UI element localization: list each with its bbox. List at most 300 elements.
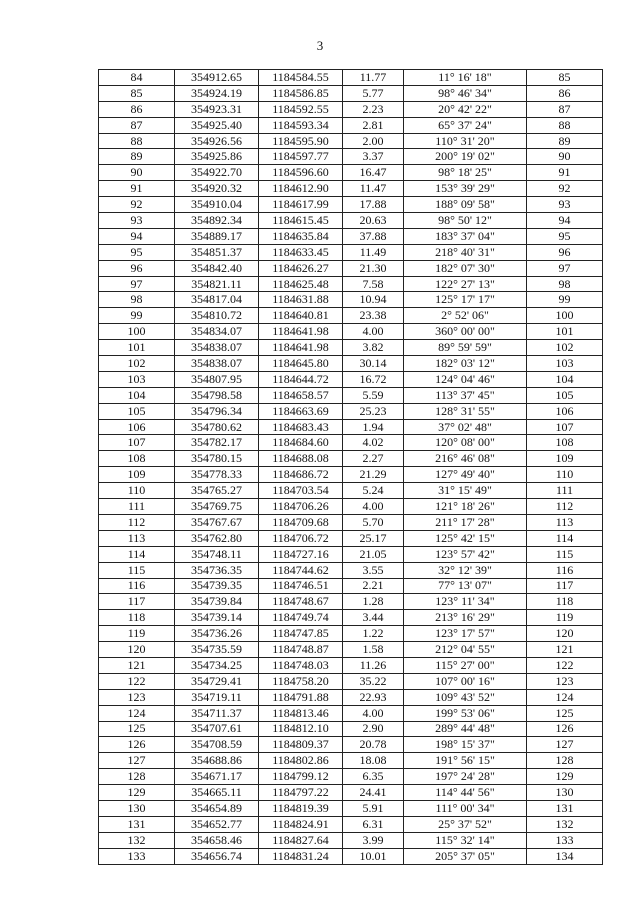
table-row [99,419,603,435]
length-cell: 20.63 [343,213,404,229]
table-row [99,324,603,340]
length-cell: 5.91 [343,800,404,816]
bearing-cell: 89° 59' 59" [404,340,527,356]
x-coordinate-cell: 354798.58 [175,387,259,403]
y-coordinate-cell: 1184749.74 [259,610,343,626]
point-number-cell: 115 [99,562,175,578]
length-cell: 21.29 [343,467,404,483]
next-point-cell: 93 [527,197,603,213]
table-row [99,737,603,753]
x-coordinate-cell: 354711.37 [175,705,259,721]
x-coordinate-cell: 354821.11 [175,276,259,292]
table-row [99,133,603,149]
table-row [99,451,603,467]
y-coordinate-cell: 1184802.86 [259,753,343,769]
point-number-cell: 98 [99,292,175,308]
bearing-cell: 37° 02' 48" [404,419,527,435]
length-cell: 4.00 [343,499,404,515]
bearing-cell: 65° 37' 24" [404,117,527,133]
table-row [99,292,603,308]
length-cell: 21.05 [343,546,404,562]
point-number-cell: 109 [99,467,175,483]
y-coordinate-cell: 1184597.77 [259,149,343,165]
bearing-cell: 98° 50' 12" [404,213,527,229]
next-point-cell: 123 [527,673,603,689]
coordinate-table [98,69,603,865]
length-cell: 1.94 [343,419,404,435]
bearing-cell: 212° 04' 55" [404,642,527,658]
length-cell: 11.77 [343,70,404,86]
point-number-cell: 88 [99,133,175,149]
next-point-cell: 131 [527,800,603,816]
table-row [99,244,603,260]
point-number-cell: 129 [99,785,175,801]
y-coordinate-cell: 1184706.26 [259,499,343,515]
table-row [99,800,603,816]
point-number-cell: 84 [99,70,175,86]
x-coordinate-cell: 354652.77 [175,816,259,832]
length-cell: 6.31 [343,816,404,832]
x-coordinate-cell: 354654.89 [175,800,259,816]
table-row [99,149,603,165]
bearing-cell: 199° 53' 06" [404,705,527,721]
bearing-cell: 98° 46' 34" [404,85,527,101]
next-point-cell: 115 [527,546,603,562]
next-point-cell: 118 [527,594,603,610]
bearing-cell: 213° 16' 29" [404,610,527,626]
bearing-cell: 31° 15' 49" [404,483,527,499]
table-row [99,848,603,864]
bearing-cell: 115° 27' 00" [404,657,527,673]
table-row [99,689,603,705]
next-point-cell: 105 [527,387,603,403]
table-row [99,753,603,769]
bearing-cell: 107° 00' 16" [404,673,527,689]
y-coordinate-cell: 1184641.98 [259,340,343,356]
point-number-cell: 108 [99,451,175,467]
bearing-cell: 218° 40' 31" [404,244,527,260]
next-point-cell: 103 [527,356,603,372]
point-number-cell: 97 [99,276,175,292]
next-point-cell: 121 [527,642,603,658]
x-coordinate-cell: 354762.80 [175,530,259,546]
y-coordinate-cell: 1184584.55 [259,70,343,86]
y-coordinate-cell: 1184626.27 [259,260,343,276]
length-cell: 11.47 [343,181,404,197]
x-coordinate-cell: 354656.74 [175,848,259,864]
next-point-cell: 108 [527,435,603,451]
point-number-cell: 117 [99,594,175,610]
x-coordinate-cell: 354729.41 [175,673,259,689]
table-row [99,642,603,658]
table-row [99,483,603,499]
table-row [99,117,603,133]
table-row [99,578,603,594]
x-coordinate-cell: 354842.40 [175,260,259,276]
next-point-cell: 94 [527,213,603,229]
x-coordinate-cell: 354925.86 [175,149,259,165]
bearing-cell: 121° 18' 26" [404,499,527,515]
table-row [99,467,603,483]
bearing-cell: 191° 56' 15" [404,753,527,769]
x-coordinate-cell: 354925.40 [175,117,259,133]
next-point-cell: 85 [527,70,603,86]
point-number-cell: 106 [99,419,175,435]
length-cell: 10.01 [343,848,404,864]
bearing-cell: 109° 43' 52" [404,689,527,705]
point-number-cell: 132 [99,832,175,848]
bearing-cell: 124° 04' 46" [404,371,527,387]
bearing-cell: 183° 37' 04" [404,228,527,244]
next-point-cell: 120 [527,626,603,642]
x-coordinate-cell: 354810.72 [175,308,259,324]
next-point-cell: 114 [527,530,603,546]
bearing-cell: 360° 00' 00" [404,324,527,340]
table-row [99,816,603,832]
table-row [99,308,603,324]
next-point-cell: 127 [527,737,603,753]
y-coordinate-cell: 1184633.45 [259,244,343,260]
point-number-cell: 123 [99,689,175,705]
bearing-cell: 77° 13' 07" [404,578,527,594]
bearing-cell: 20° 42' 22" [404,101,527,117]
table-row [99,387,603,403]
x-coordinate-cell: 354739.35 [175,578,259,594]
point-number-cell: 85 [99,85,175,101]
next-point-cell: 126 [527,721,603,737]
point-number-cell: 99 [99,308,175,324]
table-row [99,530,603,546]
next-point-cell: 129 [527,769,603,785]
table-row [99,356,603,372]
point-number-cell: 121 [99,657,175,673]
next-point-cell: 101 [527,324,603,340]
bearing-cell: 200° 19' 02" [404,149,527,165]
length-cell: 16.47 [343,165,404,181]
length-cell: 37.88 [343,228,404,244]
next-point-cell: 112 [527,499,603,515]
length-cell: 30.14 [343,356,404,372]
x-coordinate-cell: 354920.32 [175,181,259,197]
bearing-cell: 122° 27' 13" [404,276,527,292]
point-number-cell: 89 [99,149,175,165]
x-coordinate-cell: 354735.59 [175,642,259,658]
table-row [99,197,603,213]
bearing-cell: 113° 37' 45" [404,387,527,403]
length-cell: 1.58 [343,642,404,658]
y-coordinate-cell: 1184706.72 [259,530,343,546]
next-point-cell: 86 [527,85,603,101]
next-point-cell: 111 [527,483,603,499]
page-number: 3 [316,38,324,53]
x-coordinate-cell: 354719.11 [175,689,259,705]
x-coordinate-cell: 354708.59 [175,737,259,753]
length-cell: 4.02 [343,435,404,451]
length-cell: 24.41 [343,785,404,801]
table-row [99,546,603,562]
next-point-cell: 102 [527,340,603,356]
length-cell: 23.38 [343,308,404,324]
length-cell: 1.22 [343,626,404,642]
length-cell: 2.90 [343,721,404,737]
length-cell: 16.72 [343,371,404,387]
y-coordinate-cell: 1184831.24 [259,848,343,864]
table-row [99,594,603,610]
length-cell: 2.81 [343,117,404,133]
length-cell: 2.21 [343,578,404,594]
table-row [99,562,603,578]
point-number-cell: 124 [99,705,175,721]
point-number-cell: 95 [99,244,175,260]
x-coordinate-cell: 354924.19 [175,85,259,101]
y-coordinate-cell: 1184748.87 [259,642,343,658]
length-cell: 18.08 [343,753,404,769]
x-coordinate-cell: 354688.86 [175,753,259,769]
length-cell: 3.37 [343,149,404,165]
bearing-cell: 153° 39' 29" [404,181,527,197]
length-cell: 17.88 [343,197,404,213]
y-coordinate-cell: 1184709.68 [259,514,343,530]
next-point-cell: 128 [527,753,603,769]
table-row [99,626,603,642]
y-coordinate-cell: 1184824.91 [259,816,343,832]
table-row [99,340,603,356]
bearing-cell: 188° 09' 58" [404,197,527,213]
y-coordinate-cell: 1184688.08 [259,451,343,467]
length-cell: 7.58 [343,276,404,292]
y-coordinate-cell: 1184645.80 [259,356,343,372]
x-coordinate-cell: 354796.34 [175,403,259,419]
point-number-cell: 96 [99,260,175,276]
y-coordinate-cell: 1184748.67 [259,594,343,610]
y-coordinate-cell: 1184641.98 [259,324,343,340]
y-coordinate-cell: 1184813.46 [259,705,343,721]
x-coordinate-cell: 354834.07 [175,324,259,340]
next-point-cell: 113 [527,514,603,530]
x-coordinate-cell: 354734.25 [175,657,259,673]
bearing-cell: 211° 17' 28" [404,514,527,530]
length-cell: 5.77 [343,85,404,101]
table-row [99,769,603,785]
table-row [99,403,603,419]
length-cell: 4.00 [343,324,404,340]
table-row [99,721,603,737]
point-number-cell: 92 [99,197,175,213]
y-coordinate-cell: 1184686.72 [259,467,343,483]
y-coordinate-cell: 1184644.72 [259,371,343,387]
next-point-cell: 99 [527,292,603,308]
y-coordinate-cell: 1184727.16 [259,546,343,562]
x-coordinate-cell: 354817.04 [175,292,259,308]
next-point-cell: 91 [527,165,603,181]
next-point-cell: 119 [527,610,603,626]
length-cell: 3.44 [343,610,404,626]
bearing-cell: 128° 31' 55" [404,403,527,419]
length-cell: 20.78 [343,737,404,753]
y-coordinate-cell: 1184612.90 [259,181,343,197]
y-coordinate-cell: 1184827.64 [259,832,343,848]
y-coordinate-cell: 1184592.55 [259,101,343,117]
point-number-cell: 119 [99,626,175,642]
x-coordinate-cell: 354739.84 [175,594,259,610]
next-point-cell: 132 [527,816,603,832]
length-cell: 4.00 [343,705,404,721]
length-cell: 3.55 [343,562,404,578]
point-number-cell: 110 [99,483,175,499]
y-coordinate-cell: 1184791.88 [259,689,343,705]
y-coordinate-cell: 1184596.60 [259,165,343,181]
table-row [99,70,603,86]
y-coordinate-cell: 1184744.62 [259,562,343,578]
length-cell: 1.28 [343,594,404,610]
point-number-cell: 125 [99,721,175,737]
x-coordinate-cell: 354889.17 [175,228,259,244]
point-number-cell: 91 [99,181,175,197]
bearing-cell: 25° 37' 52" [404,816,527,832]
bearing-cell: 125° 17' 17" [404,292,527,308]
point-number-cell: 105 [99,403,175,419]
x-coordinate-cell: 354851.37 [175,244,259,260]
point-number-cell: 90 [99,165,175,181]
x-coordinate-cell: 354658.46 [175,832,259,848]
point-number-cell: 133 [99,848,175,864]
bearing-cell: 182° 03' 12" [404,356,527,372]
length-cell: 3.82 [343,340,404,356]
bearing-cell: 127° 49' 40" [404,467,527,483]
x-coordinate-cell: 354923.31 [175,101,259,117]
table-row [99,435,603,451]
bearing-cell: 123° 11' 34" [404,594,527,610]
point-number-cell: 93 [99,213,175,229]
x-coordinate-cell: 354739.14 [175,610,259,626]
point-number-cell: 128 [99,769,175,785]
point-number-cell: 111 [99,499,175,515]
table-row [99,705,603,721]
bearing-cell: 32° 12' 39" [404,562,527,578]
point-number-cell: 101 [99,340,175,356]
table-row [99,499,603,515]
next-point-cell: 88 [527,117,603,133]
point-number-cell: 104 [99,387,175,403]
length-cell: 2.23 [343,101,404,117]
y-coordinate-cell: 1184631.88 [259,292,343,308]
length-cell: 25.23 [343,403,404,419]
x-coordinate-cell: 354736.35 [175,562,259,578]
next-point-cell: 106 [527,403,603,419]
next-point-cell: 89 [527,133,603,149]
x-coordinate-cell: 354778.33 [175,467,259,483]
table-row [99,673,603,689]
table-row [99,181,603,197]
point-number-cell: 102 [99,356,175,372]
next-point-cell: 125 [527,705,603,721]
table-row [99,85,603,101]
table-row [99,260,603,276]
length-cell: 2.27 [343,451,404,467]
y-coordinate-cell: 1184586.85 [259,85,343,101]
table-row [99,785,603,801]
bearing-cell: 198° 15' 37" [404,737,527,753]
y-coordinate-cell: 1184703.54 [259,483,343,499]
y-coordinate-cell: 1184595.90 [259,133,343,149]
next-point-cell: 109 [527,451,603,467]
next-point-cell: 100 [527,308,603,324]
x-coordinate-cell: 354765.27 [175,483,259,499]
next-point-cell: 92 [527,181,603,197]
length-cell: 10.94 [343,292,404,308]
table-row [99,657,603,673]
next-point-cell: 124 [527,689,603,705]
length-cell: 5.59 [343,387,404,403]
x-coordinate-cell: 354736.26 [175,626,259,642]
bearing-cell: 111° 00' 34" [404,800,527,816]
x-coordinate-cell: 354892.34 [175,213,259,229]
point-number-cell: 120 [99,642,175,658]
x-coordinate-cell: 354782.17 [175,435,259,451]
point-number-cell: 127 [99,753,175,769]
table-row [99,276,603,292]
bearing-cell: 110° 31' 20" [404,133,527,149]
next-point-cell: 130 [527,785,603,801]
point-number-cell: 130 [99,800,175,816]
y-coordinate-cell: 1184683.43 [259,419,343,435]
length-cell: 11.26 [343,657,404,673]
x-coordinate-cell: 354807.95 [175,371,259,387]
y-coordinate-cell: 1184625.48 [259,276,343,292]
length-cell: 5.24 [343,483,404,499]
point-number-cell: 122 [99,673,175,689]
y-coordinate-cell: 1184615.45 [259,213,343,229]
table-row [99,832,603,848]
length-cell: 11.49 [343,244,404,260]
bearing-cell: 182° 07' 30" [404,260,527,276]
bearing-cell: 120° 08' 00" [404,435,527,451]
table-row [99,101,603,117]
y-coordinate-cell: 1184658.57 [259,387,343,403]
y-coordinate-cell: 1184747.85 [259,626,343,642]
next-point-cell: 104 [527,371,603,387]
y-coordinate-cell: 1184758.20 [259,673,343,689]
point-number-cell: 113 [99,530,175,546]
y-coordinate-cell: 1184684.60 [259,435,343,451]
point-number-cell: 112 [99,514,175,530]
table-row [99,371,603,387]
length-cell: 35.22 [343,673,404,689]
x-coordinate-cell: 354780.15 [175,451,259,467]
x-coordinate-cell: 354665.11 [175,785,259,801]
y-coordinate-cell: 1184819.39 [259,800,343,816]
point-number-cell: 94 [99,228,175,244]
x-coordinate-cell: 354838.07 [175,340,259,356]
next-point-cell: 90 [527,149,603,165]
point-number-cell: 100 [99,324,175,340]
y-coordinate-cell: 1184748.03 [259,657,343,673]
bearing-cell: 289° 44' 48" [404,721,527,737]
table-row [99,213,603,229]
bearing-cell: 98° 18' 25" [404,165,527,181]
y-coordinate-cell: 1184640.81 [259,308,343,324]
next-point-cell: 117 [527,578,603,594]
y-coordinate-cell: 1184797.22 [259,785,343,801]
x-coordinate-cell: 354838.07 [175,356,259,372]
bearing-cell: 205° 37' 05" [404,848,527,864]
y-coordinate-cell: 1184635.84 [259,228,343,244]
y-coordinate-cell: 1184809.37 [259,737,343,753]
point-number-cell: 107 [99,435,175,451]
next-point-cell: 133 [527,832,603,848]
next-point-cell: 116 [527,562,603,578]
point-number-cell: 126 [99,737,175,753]
